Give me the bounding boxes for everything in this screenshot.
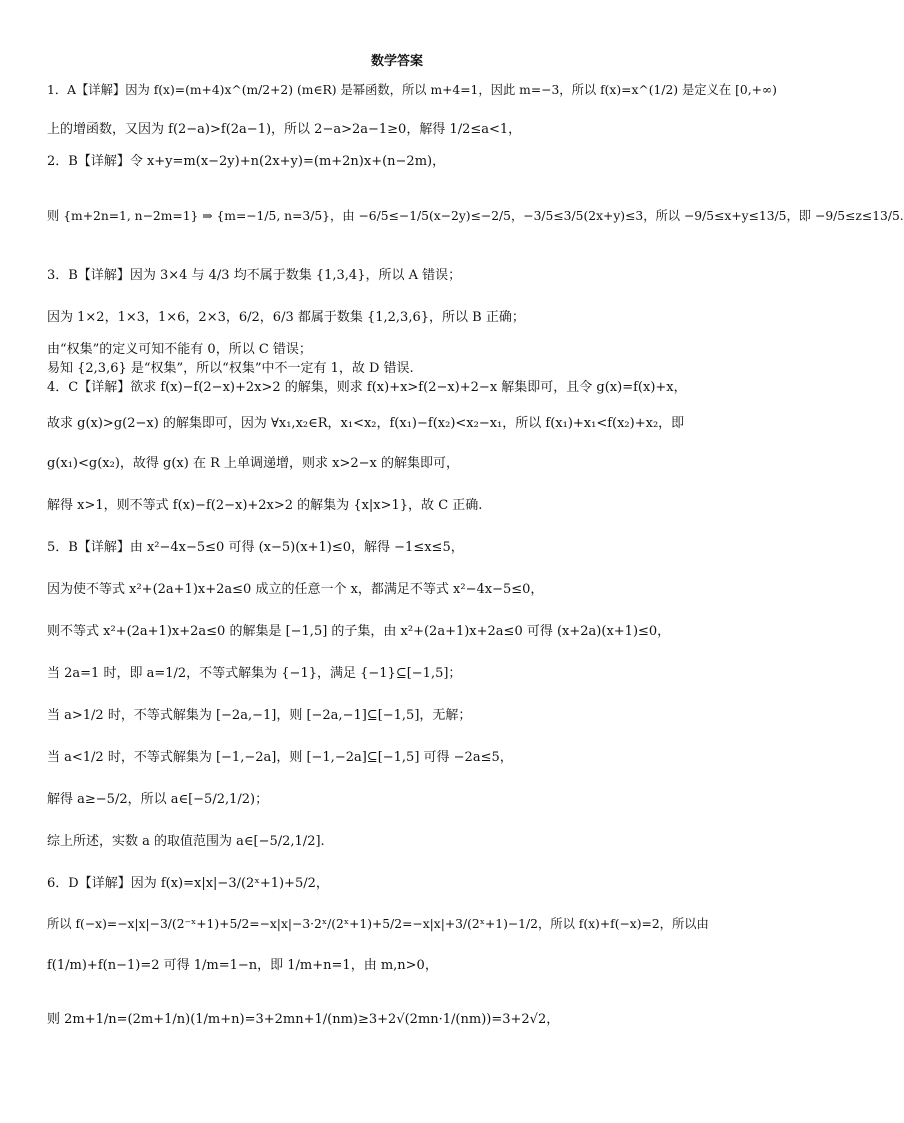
text-line: 上的增函数，又因为 f(2−a)>f(2a−1)，所以 2−a>2a−1≥0，解得 1/2≤a<1， [47,122,522,137]
text-line: 易知 {2,3,6} 是“权集”，所以“权集”中不一定有 1，故 D 错误. [47,361,414,376]
text-line: 解得 x>1，则不等式 f(x)−f(2−x)+2x>2 的解集为 {x|x>1}，故 C 正确. [47,498,483,513]
text-line: 2．B【详解】令 x+y=m(x−2y)+n(2x+y)=(m+2n)x+(n−2m)， [47,154,446,169]
text-line: 故求 g(x)>g(2−x) 的解集即可，因为 ∀x₁,x₂∈R，x₁<x₂，f(x₁)−f(x₂)<x₂−x₁，所以 f(x₁)+x₁<f(x₂)+x₂，即 [47,416,685,431]
text-line: 4．C【详解】欲求 f(x)−f(2−x)+2x>2 的解集，则求 f(x)+x>f(2−x)+2−x 解集即可，且令 g(x)=f(x)+x， [47,380,687,395]
text-line: 则 {m+2n=1, n−2m=1} ⇒ {m=−1/5, n=3/5}，由 −6/5≤−1/5(x−2y)≤−2/5，−3/5≤3/5(2x+y)≤3，所以 −9/5≤x+y≤13/5，即 −9/5≤z≤13/5. [47,209,904,223]
text-line: 3．B【详解】因为 3×4 与 4/3 均不属于数集 {1,3,4}，所以 A 错误； [47,268,462,283]
text-line: g(x₁)<g(x₂)，故得 g(x) 在 R 上单调递增，则求 x>2−x 的解集即可， [47,456,460,471]
text-line: 因为 1×2，1×3，1×6，2×3，6/2，6/3 都属于数集 {1,2,3,6}，所以 B 正确； [47,310,525,325]
text-line: 综上所述，实数 a 的取值范围为 a∈[−5/2,1/2]. [47,834,325,849]
text-line: 因为使不等式 x²+(2a+1)x+2a≤0 成立的任意一个 x，都满足不等式 x²−4x−5≤0， [47,582,544,597]
text-line: 则 2m+1/n=(2m+1/n)(1/m+n)=3+2mn+1/(nm)≥3+2√(2mn·1/(nm))=3+2√2， [47,1012,560,1027]
text-line: 6．D【详解】因为 f(x)=x|x|−3/(2ˣ+1)+5/2， [47,876,329,891]
text-line: 解得 a≥−5/2，所以 a∈[−5/2,1/2)； [47,792,269,807]
page-title: 数学答案 [370,54,423,69]
text-line: 1．A【详解】因为 f(x)=(m+4)x^(m/2+2) (m∈R) 是幂函数，所以 m+4=1，因此 m=−3，所以 f(x)=x^(1/2) 是定义在 [0,+∞) [47,83,777,97]
text-line: 当 a>1/2 时，不等式解集为 [−2a,−1]，则 [−2a,−1]⊆[−1,5]，无解； [47,708,472,723]
text-line: f(1/m)+f(n−1)=2 可得 1/m=1−n，即 1/m+n=1，由 m,n>0， [47,958,438,973]
text-line: 所以 f(−x)=−x|x|−3/(2⁻ˣ+1)+5/2=−x|x|−3·2ˣ/(2ˣ+1)+5/2=−x|x|+3/(2ˣ+1)−1/2，所以 f(x)+f(−x)=2，所以由 [47,917,709,931]
text-line: 当 2a=1 时，即 a=1/2，不等式解集为 {−1}，满足 {−1}⊆[−1,5]； [47,666,462,681]
text-line: 当 a<1/2 时，不等式解集为 [−1,−2a]，则 [−1,−2a]⊆[−1,5] 可得 −2a≤5， [47,750,513,765]
text-line: 5．B【详解】由 x²−4x−5≤0 可得 (x−5)(x+1)≤0，解得 −1≤x≤5， [47,540,464,555]
text-line: 由“权集”的定义可知不能有 0，所以 C 错误； [47,342,312,357]
text-line: 则不等式 x²+(2a+1)x+2a≤0 的解集是 [−1,5] 的子集，由 x²+(2a+1)x+2a≤0 可得 (x+2a)(x+1)≤0， [47,624,671,639]
